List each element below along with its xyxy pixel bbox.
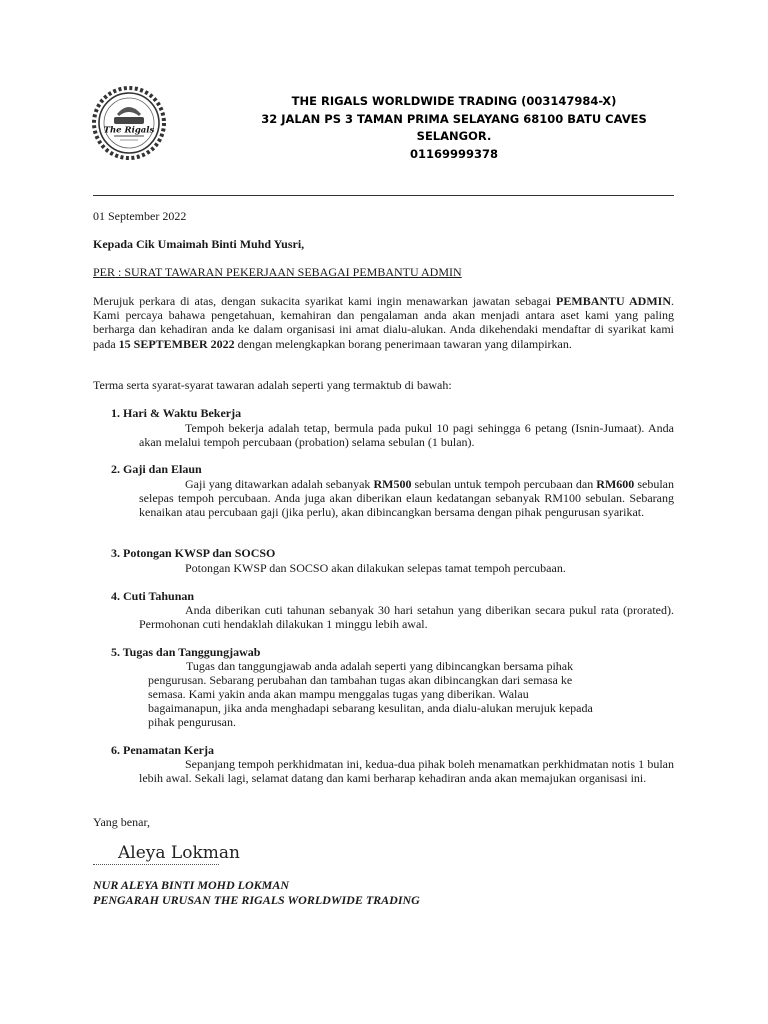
section-3-text: Potongan KWSP dan SOCSO akan dilakukan selepas tamat tempoh percubaan. <box>185 561 566 575</box>
section-1-title: 1. Hari & Waktu Bekerja <box>111 406 242 420</box>
logo-text: The Rigals <box>103 125 155 136</box>
terms-intro: Terma serta syarat-syarat tawaran adalah seperti yang termaktub di bawah: <box>93 378 452 392</box>
section-1-body <box>139 421 674 449</box>
signature: Aleya Lokman <box>118 843 240 863</box>
section-5-line: pengurusan. Sebarang perubahan dan tambahan tugas akan dibincangkan dari semasa ke <box>148 673 573 687</box>
section-5-title: 5. Tugas dan Tanggungjawab <box>111 645 261 659</box>
letter-date: 01 September 2022 <box>93 209 187 223</box>
company-name: THE RIGALS WORLDWIDE TRADING (003147984-X) <box>291 94 617 108</box>
position-title: PEMBANTU ADMIN <box>556 294 672 308</box>
section-5-line: bagaimanapun, jika anda menghadapi sebarang kesulitan, anda dialu-alukan merujuk kepada <box>148 701 593 715</box>
company-address: 32 JALAN PS 3 TAMAN PRIMA SELAYANG 68100 BATU CAVES <box>261 111 647 126</box>
start-date: 15 SEPTEMBER 2022 <box>118 336 235 351</box>
section-3-body <box>139 561 674 575</box>
section-2-text-3: sebulan selepas tempoh percubaan. Anda juga akan diberikan elaun kedatangan sebanyak RM100 sebulan. Sebarang kenaikan atau percubaan gaji (jika perlu), akan dibincangkan bersama dengan pihak pengurusan syarikat. <box>139 477 674 519</box>
signature-line <box>93 864 219 865</box>
company-phone: 01169999378 <box>409 146 499 161</box>
section-4-title: 4. Cuti Tahunan <box>111 589 195 603</box>
header-divider <box>93 195 674 196</box>
section-5-line: pihak pengurusan. <box>148 715 236 729</box>
company-logo-icon <box>92 86 166 160</box>
intro-paragraph <box>93 294 674 351</box>
signer-title: PENGARAH URUSAN THE RIGALS WORLDWIDE TRADING <box>93 892 420 907</box>
intro-text-3: dengan melengkapkan borang penerimaan tawaran yang dilampirkan. <box>234 336 572 351</box>
section-1-text: Tempoh bekerja adalah tetap, bermula pada pukul 10 pagi sehingga 6 petang (Isnin-Jumaat). Anda akan melalui tempoh percubaan (probation) selama sebulan (1 bulan). <box>139 421 674 449</box>
recipient-line: Kepada Cik Umaimah Binti Muhd Yusri, <box>93 237 305 251</box>
section-5-body <box>148 659 628 729</box>
section-2-text-2: sebulan untuk tempoh percubaan dan <box>411 477 597 491</box>
section-3-title: 3. Potongan KWSP dan SOCSO <box>111 546 276 560</box>
section-5-line: semasa. Kami yakin anda akan mampu menggalas tugas yang diberikan. Walau <box>148 687 529 701</box>
signer-block <box>93 878 420 907</box>
company-state: SELANGOR. <box>416 129 492 143</box>
section-4-body <box>139 603 674 631</box>
intro-text-1: Merujuk perkara di atas, dengan sukacita syarikat kami ingin menawarkan jawatan sebagai <box>93 294 557 308</box>
section-6-body <box>139 757 674 785</box>
subject-line: PER : SURAT TAWARAN PEKERJAAN SEBAGAI PEMBANTU ADMIN <box>93 265 462 279</box>
company-header <box>200 93 708 163</box>
intro-text-2: . Kami percaya bahawa pengetahuan, kemahiran dan pengalaman anda akan menjadi antara aset kami yang paling berharga dan kehadiran anda ke dalam organisasi ini amat dialu-alukan. Anda dikehendaki mendaftar di syarikat kami pada <box>93 294 675 351</box>
logo-banner <box>114 117 144 124</box>
section-5-line: Tugas dan tanggungjawab anda adalah seperti yang dibincangkan bersama pihak <box>186 659 574 673</box>
closing-line: Yang benar, <box>93 815 150 829</box>
permanent-salary: RM600 <box>596 477 635 491</box>
section-6-title: 6. Penamatan Kerja <box>111 743 214 757</box>
section-4-text: Anda diberikan cuti tahunan sebanyak 30 hari setahun yang diberikan secara pukul rata (prorated). Permohonan cuti hendaklah dilakukan 1 minggu lebih awal. <box>139 603 674 631</box>
section-2-body <box>139 477 674 519</box>
section-2-title: 2. Gaji dan Elaun <box>111 462 202 476</box>
probation-salary: RM500 <box>373 477 412 491</box>
section-2-text-1: Gaji yang ditawarkan adalah sebanyak <box>185 477 374 491</box>
section-6-text: Sepanjang tempoh perkhidmatan ini, kedua-dua pihak boleh menamatkan perkhidmatan notis 1 bulan lebih awal. Sekali lagi, selamat datang dan kami berharap kehadiran anda akan memajukan organisasi ini. <box>139 757 674 785</box>
signer-name: NUR ALEYA BINTI MOHD LOKMAN <box>93 878 290 892</box>
